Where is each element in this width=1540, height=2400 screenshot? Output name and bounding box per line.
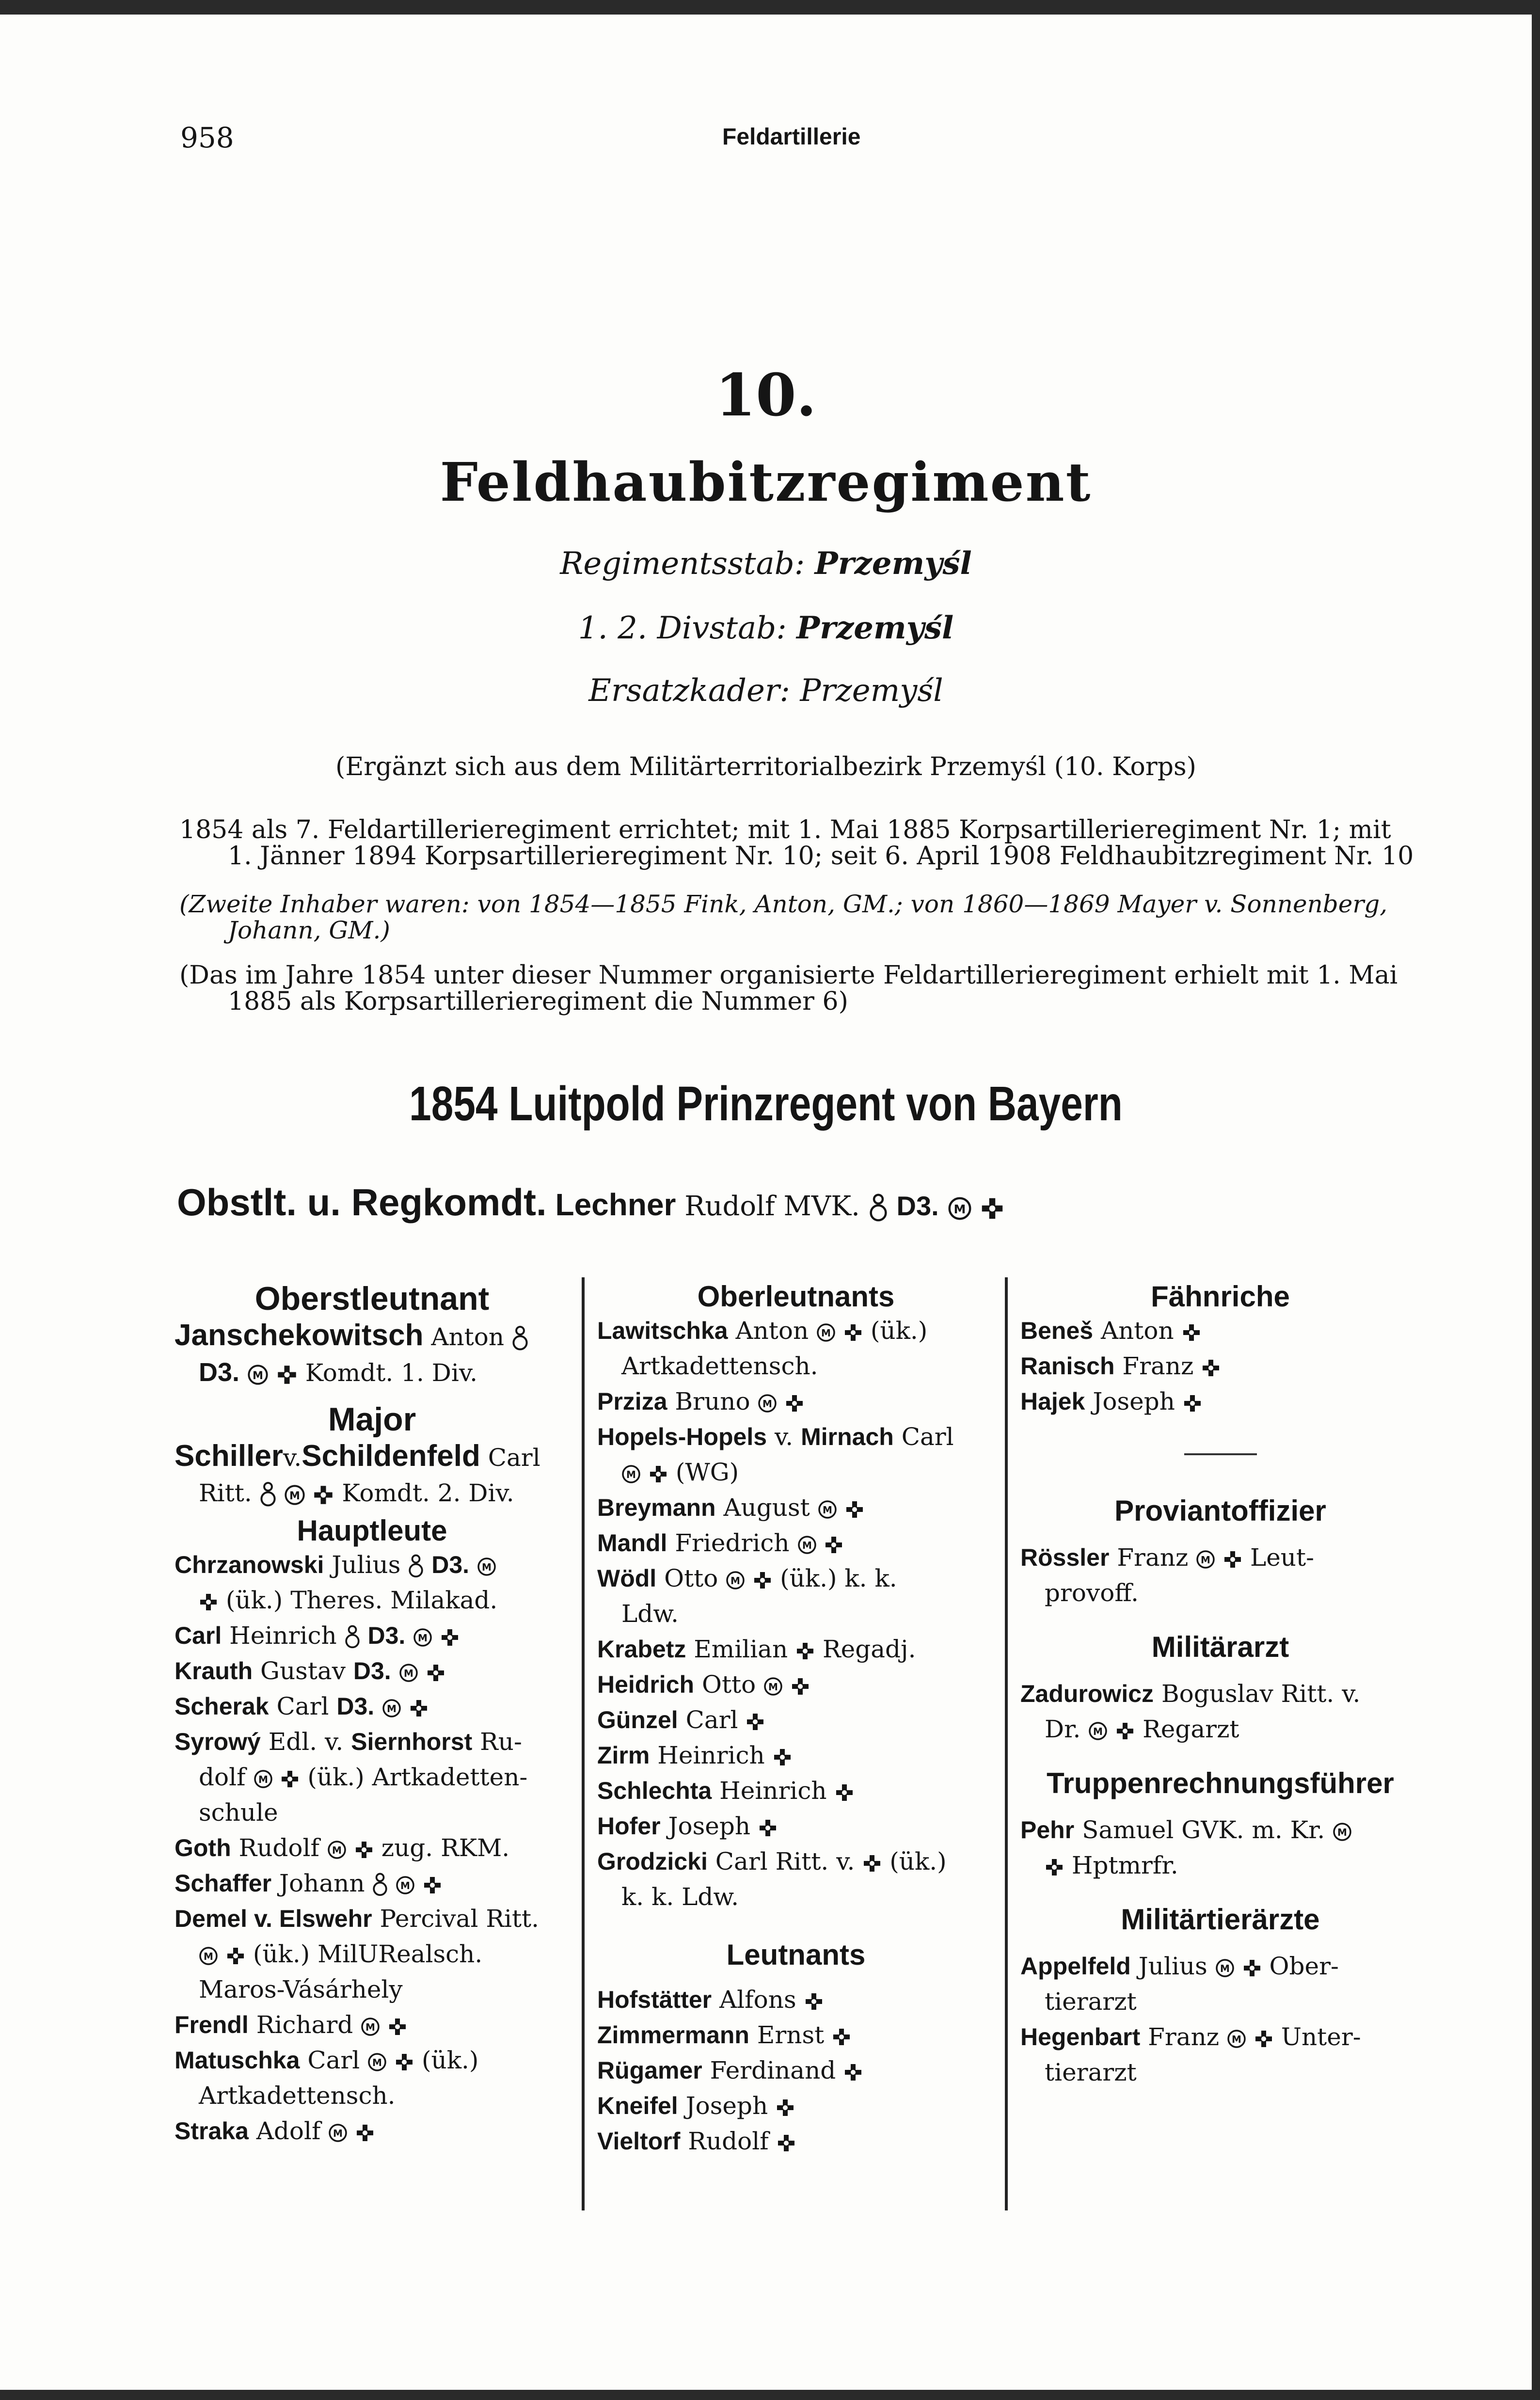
heading-hauptleute: Hauptleute <box>297 1514 447 1547</box>
cross-icon <box>423 1875 442 1895</box>
cross-icon <box>862 1854 882 1873</box>
column-1 <box>175 1280 570 2149</box>
entry-mandl: Mandl Friedrich <box>597 1526 995 1561</box>
cross-icon <box>199 1592 218 1612</box>
entry-hegenbart: Hegenbart Franz Unter- tierarzt <box>1020 2023 1361 2086</box>
entry-carl: Carl Heinrich D3. <box>175 1618 570 1653</box>
military-merit-icon <box>763 1677 783 1696</box>
cross-icon <box>758 1818 778 1838</box>
military-merit-icon <box>758 1394 777 1413</box>
cross-icon <box>776 2098 795 2117</box>
cross-icon <box>845 1500 864 1519</box>
entry-chrzanowski: Chrzanowski Julius D3. (ük.) Theres. Milakad. <box>175 1551 498 1614</box>
entry-ranisch: Ranisch Franz <box>1020 1349 1420 1384</box>
entry-scherak: Scherak Carl D3. <box>175 1689 570 1724</box>
entry-hofstaetter: Hofstätter Alfons <box>597 1982 995 2018</box>
history-paragraph <box>179 817 1420 869</box>
entry-krabetz: Krabetz Emilian Regadj. <box>597 1635 916 1663</box>
cross-icon <box>388 2017 407 2036</box>
military-merit-icon <box>726 1571 745 1590</box>
cross-icon <box>226 1946 245 1966</box>
entry-hopels: Hopels-Hopels v. Mirnach Carl (WG) <box>597 1423 954 1486</box>
cross-icon <box>1183 1394 1202 1413</box>
entry-schaffer: Schaffer Johann <box>175 1866 570 1901</box>
column-2 <box>597 1280 995 2159</box>
entry-woedl: Wödl Otto (ük.) k. k. Ldw. <box>597 1564 897 1628</box>
entry-matuschka: Matuschka Carl (ük.) Artkadettensch. <box>175 2046 479 2110</box>
entry-krauth: Krauth Gustav D3. <box>175 1653 570 1689</box>
cross-icon <box>753 1571 772 1590</box>
military-merit-icon <box>1333 1822 1352 1842</box>
regimentsstab-place: Przemyśl <box>814 545 972 582</box>
cross-icon <box>843 2063 863 2082</box>
cross-icon <box>426 1663 445 1683</box>
entry-demel: Demel v. Elswehr Percival Ritt. (ük.) MilURealsch. Maros-Vásárhely <box>175 1905 540 2003</box>
military-merit-icon <box>254 1769 273 1789</box>
entry-janschekowitsch: Janschekowitsch Anton D3. Komdt. 1. Div. <box>175 1318 570 1391</box>
heading-truppenrechnungsfuehrer: Truppenrechnungsführer <box>1047 1767 1394 1799</box>
entry-roessler: Rössler Franz Leut- provoff. <box>1020 1543 1314 1607</box>
cross-icon <box>795 1641 815 1661</box>
cross-icon <box>832 2027 851 2047</box>
heading-oberstleutnant: Oberstleutnant <box>254 1280 490 1317</box>
military-merit-icon <box>948 1196 972 1221</box>
military-merit-icon <box>284 1484 305 1506</box>
commander-line <box>177 1180 1004 1224</box>
running-title: Feldartillerie <box>722 124 861 150</box>
military-merit-icon <box>247 1364 269 1385</box>
entry-frendl: Frendl Richard <box>175 2007 570 2043</box>
cross-icon <box>773 1748 792 1767</box>
military-merit-icon <box>1196 1550 1215 1569</box>
regimentsstab-line <box>0 545 1532 582</box>
military-merit-icon <box>816 1323 836 1342</box>
military-merit-icon <box>399 1663 418 1683</box>
note-paragraph <box>179 962 1420 1015</box>
cross-icon <box>1223 1550 1242 1569</box>
heading-major: Major <box>328 1401 416 1438</box>
military-merit-icon <box>367 2052 387 2072</box>
medal-icon <box>345 1624 360 1651</box>
heading-oberleutnants: Oberleutnants <box>697 1280 895 1313</box>
entry-schlechta: Schlechta Heinrich <box>597 1773 995 1809</box>
commander-details: Rudolf MVK. <box>684 1191 860 1222</box>
military-merit-icon <box>1088 1721 1108 1741</box>
entry-zirm: Zirm Heinrich <box>597 1738 995 1773</box>
cross-icon <box>746 1712 765 1732</box>
cross-icon <box>804 1992 824 2011</box>
cross-icon <box>395 2052 414 2072</box>
page-number: 958 <box>180 121 234 154</box>
cross-icon <box>409 1699 429 1718</box>
regiment-number: 10. <box>715 361 817 429</box>
cross-icon <box>785 1394 804 1413</box>
history-line-1: 1854 als 7. Feldartillerieregiment errichtet; mit 1. Mai 1885 Korpsartillerieregiment Nr. 1; mit <box>179 815 1391 844</box>
entry-straka: Straka Adolf <box>175 2114 570 2149</box>
heading-militaerarzt: Militärarzt <box>1151 1631 1289 1663</box>
entry-grodzicki: Grodzicki Carl Ritt. v. (ük.) k. k. Ldw. <box>597 1847 947 1911</box>
column-divider-1 <box>582 1277 585 2210</box>
cross-icon <box>355 2123 375 2143</box>
entry-breymann: Breymann August <box>597 1490 995 1526</box>
commander-name: Lechner <box>555 1187 676 1222</box>
regimentsstab-label: Regimentsstab: <box>560 546 805 582</box>
cross-icon <box>777 2133 796 2153</box>
medal-icon <box>512 1325 528 1353</box>
divstab-place: Przemyśl <box>796 610 954 646</box>
military-merit-icon <box>621 1464 641 1484</box>
military-merit-icon <box>477 1557 496 1576</box>
ersatzkader-label: Ersatzkader: <box>588 673 790 709</box>
entry-ruegamer: Rügamer Ferdinand <box>597 2053 995 2088</box>
cross-icon <box>1115 1721 1135 1741</box>
commander-d3: D3. <box>896 1191 939 1221</box>
entry-guenzel: Günzel Carl <box>597 1702 995 1738</box>
cross-icon <box>280 1769 300 1789</box>
military-merit-icon <box>382 1699 401 1718</box>
military-merit-icon <box>361 2017 380 2036</box>
entry-pehr: Pehr Samuel GVK. m. Kr. Hptmrfr. <box>1020 1812 1420 1883</box>
entry-vieltorf: Vieltorf Rudolf <box>597 2124 995 2159</box>
medal-icon <box>260 1481 276 1509</box>
medal-icon <box>869 1193 888 1224</box>
entry-schiller: Schillerv.Schildenfeld Carl Ritt. Komdt. 2. Div. <box>175 1438 570 1511</box>
cross-icon <box>835 1783 854 1802</box>
cross-icon <box>791 1677 810 1696</box>
history-line-2: 1. Jänner 1894 Korpsartillerieregiment Nr. 10; seit 6. April 1908 Feldhaubitzregiment Nr. 10 <box>228 842 1414 871</box>
military-merit-icon <box>1227 2029 1246 2049</box>
column-divider-2 <box>1005 1277 1008 2210</box>
cross-icon <box>276 1364 298 1385</box>
entry-zimmermann: Zimmermann Ernst <box>597 2018 995 2053</box>
supplement-note: (Ergänzt sich aus dem Militärterritorialbezirk Przemyśl (10. Korps) <box>335 752 1196 781</box>
cross-icon <box>1254 2029 1273 2049</box>
cross-icon <box>1201 1358 1221 1378</box>
military-merit-icon <box>328 2123 348 2143</box>
cross-icon <box>649 1464 668 1484</box>
note-line-1: (Das im Jahre 1854 unter dieser Nummer organisierte Feldartillerieregiment erhielt mit 1. Mai <box>179 961 1398 990</box>
column-3 <box>1020 1280 1420 2090</box>
medal-icon <box>372 1872 388 1898</box>
heading-leutnants: Leutnants <box>726 1939 866 1971</box>
regiment-title: Feldhaubitzregiment <box>440 451 1092 513</box>
military-merit-icon <box>413 1628 432 1647</box>
cross-icon <box>313 1484 334 1506</box>
section-divider <box>1184 1453 1257 1455</box>
entry-heidrich: Heidrich Otto <box>597 1667 995 1702</box>
note-line-2: 1885 als Korpsartillerieregiment die Nummer 6) <box>228 987 848 1016</box>
entry-hofer: Hofer Joseph <box>597 1809 995 1844</box>
cross-icon <box>440 1628 460 1647</box>
divstab-label: 1. 2. Divstab: <box>578 610 787 646</box>
heading-faehnriche: Fähnriche <box>1151 1280 1290 1313</box>
cross-icon <box>1182 1323 1201 1342</box>
commander-label: Obstlt. u. Regkomdt. <box>177 1181 547 1224</box>
entry-hajek: Hajek Joseph <box>1020 1384 1420 1419</box>
military-merit-icon <box>327 1840 347 1860</box>
ersatzkader-place: Przemyśl <box>800 673 943 709</box>
entry-lawitschka: Lawitschka Anton (ük.) Artkadettensch. <box>597 1317 928 1380</box>
cross-icon <box>843 1323 863 1342</box>
cross-icon <box>824 1535 843 1555</box>
heading-militaertieraerzte: Militärtierärzte <box>1121 1903 1320 1936</box>
cross-icon <box>1242 1958 1262 1978</box>
entry-benes: Beneš Anton <box>1020 1313 1420 1349</box>
cross-icon <box>354 1840 374 1860</box>
military-merit-icon <box>396 1875 415 1895</box>
medal-icon <box>408 1554 424 1580</box>
owners-line-1: (Zweite Inhaber waren: von 1854—1855 Fink, Anton, GM.; von 1860—1869 Mayer v. Sonnenberg, <box>179 890 1388 918</box>
cross-icon <box>1045 1858 1064 1877</box>
honorary-colonel: 1854 Luitpold Prinzregent von Bayern <box>409 1077 1123 1131</box>
heading-proviantoffizier: Proviantoffizier <box>1114 1494 1326 1527</box>
entry-goth: Goth Rudolf zug. RKM. <box>175 1834 510 1862</box>
military-merit-icon <box>797 1535 817 1555</box>
military-merit-icon <box>818 1500 837 1519</box>
entry-syrowy: Syrowý Edl. v. Siernhorst Ru- dolf (ük.) Artkadetten- schule <box>175 1728 528 1827</box>
entry-prziza: Prziza Bruno <box>597 1384 995 1419</box>
military-merit-icon <box>199 1946 218 1966</box>
owners-line-2: Johann, GM.) <box>228 916 390 944</box>
ersatzkader-line <box>0 673 1532 709</box>
owners-paragraph <box>179 891 1420 943</box>
divstab-line <box>0 610 1532 646</box>
entry-zadurowicz: Zadurowicz Boguslav Ritt. v. Dr. Regarzt <box>1020 1680 1361 1743</box>
book-page <box>0 15 1532 2390</box>
military-merit-icon <box>1215 1958 1235 1978</box>
cross-icon <box>980 1196 1004 1221</box>
entry-kneifel: Kneifel Joseph <box>597 2088 995 2124</box>
entry-appelfeld: Appelfeld Julius Ober- tierarzt <box>1020 1952 1339 2016</box>
